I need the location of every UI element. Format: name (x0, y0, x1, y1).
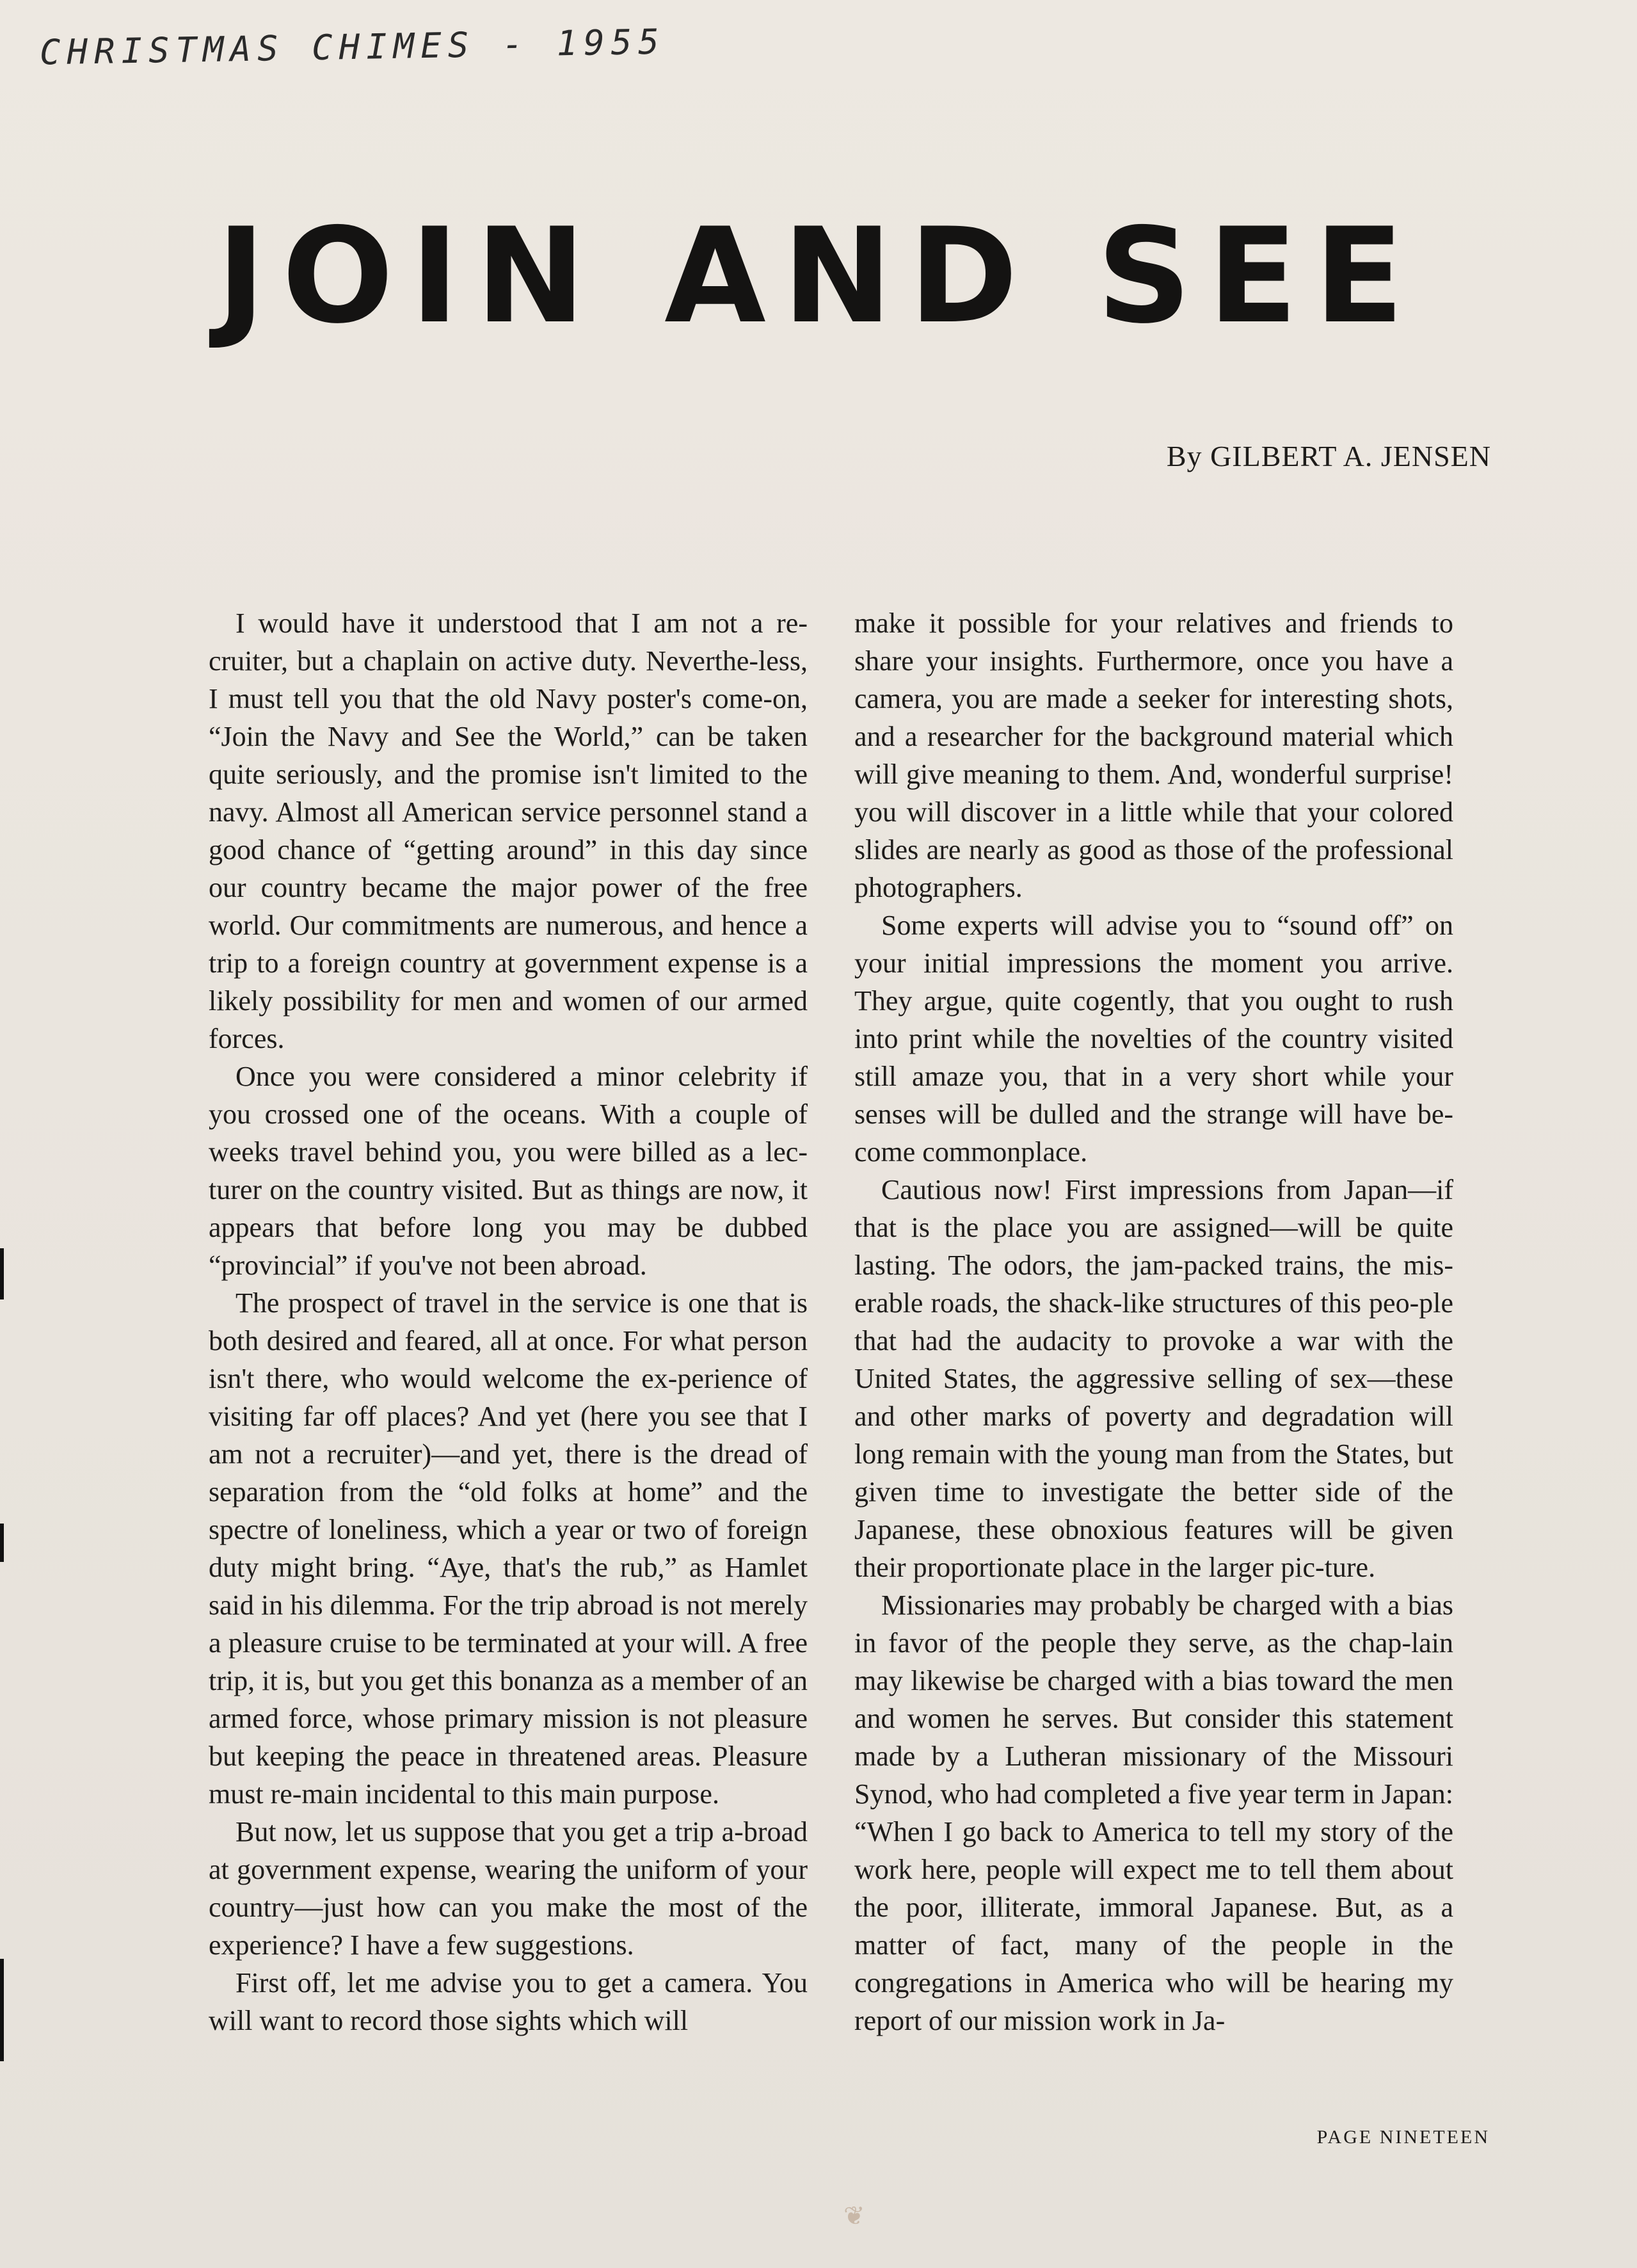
left-text-column (209, 604, 808, 2039)
handwritten-annotation: CHRISTMAS CHIMES - 1955 (39, 21, 666, 73)
paragraph: make it possible for your relatives and friends to share your insights. Furthermore, once you have a camera, you are made a seeker for interesting shots, and a researcher for the background material which will give meaning to them. And, wonderful surprise! you will discover in a little while that your colored slides are nearly as good as those of the professional photographers. (854, 607, 1453, 903)
paragraph: First off, let me advise you to get a camera. You will want to record those sights which will (209, 1967, 808, 2036)
paragraph: But now, let us suppose that you get a trip a-broad at government expense, wearing the uniform of your country—just how can you make the most of the experience? I have a few suggestions. (209, 1816, 808, 1961)
page-number: PAGE NINETEEN (1316, 2127, 1490, 2148)
paragraph: The prospect of travel in the service is one that is both desired and feared, all at once. For what person isn't there, who would welcome the ex-perience of visiting far off places? And yet (here you see that I am not a recruiter)—and yet, there is the dread of separation from the “old folks at home” and the spectre of loneliness, which a year or two of foreign duty might bring. “Aye, that's the rub,” as Hamlet said in his dilemma. For the trip abroad is not merely a pleasure cruise to be terminated at your will. A free trip, it is, but you get this bonanza as a member of an armed force, whose primary mission is not pleasure but keeping the peace in threatened areas. Pleasure must re-main incidental to this main purpose. (209, 1287, 808, 1810)
ornament-icon: ❦ (843, 2201, 865, 2230)
article-byline: By GILBERT A. JENSEN (1166, 440, 1491, 472)
paragraph: Once you were considered a minor celebrity if you crossed one of the oceans. With a couple of weeks travel behind you, you were billed as a lec-turer on the country visited. But as things are now, it appears that before long you may be dubbed “provincial” if you've not been abroad. (209, 1061, 808, 1281)
article-title: JOIN AND SEE (216, 200, 1421, 353)
binding-mark (0, 1248, 4, 1299)
paragraph: Cautious now! First impressions from Japan—if that is the place you are assigned—will be quite lasting. The odors, the jam-packed trains, the mis-erable roads, the shack-like structures of this peo-ple that had the audacity to provoke a war with the United States, the aggressive selling of sex—these and other marks of poverty and degradation will long remain with the young man from the States, but given time to investigate the better side of the Japanese, these obnoxious features will be given their proportionate place in the larger pic-ture. (854, 1174, 1453, 1583)
right-text-column (854, 604, 1453, 2039)
paragraph: I would have it understood that I am not a re-cruiter, but a chaplain on active duty. Neverthe-less, I must tell you that the old Navy poster's come-on, “Join the Navy and See the World,” can be taken quite seriously, and the promise isn't limited to the navy. Almost all American service personnel stand a good chance of “getting around” in this day since our country became the major power of the free world. Our commitments are numerous, and hence a trip to a foreign country at government expense is a likely possibility for men and women of our armed forces. (209, 607, 808, 1054)
binding-mark (0, 1959, 4, 2061)
paragraph: Missionaries may probably be charged with a bias in favor of the people they serve, as the chap-lain may likewise be charged with a bias toward the men and women he serves. But consider this statement made by a Lutheran missionary of the Missouri Synod, who had completed a five year term in Japan: “When I go back to America to tell my story of the work here, people will expect me to tell them about the poor, illiterate, immoral Japanese. But, as a matter of fact, many of the people in the congregations in America who will be hearing my report of our mission work in Ja- (854, 1589, 1453, 2036)
paragraph: Some experts will advise you to “sound off” on your initial impressions the moment you arrive. They argue, quite cogently, that you ought to rush into print while the novelties of the country visited still amaze you, that in a very short while your senses will be dulled and the strange will have be-come commonplace. (854, 910, 1453, 1168)
binding-mark (0, 1524, 4, 1562)
